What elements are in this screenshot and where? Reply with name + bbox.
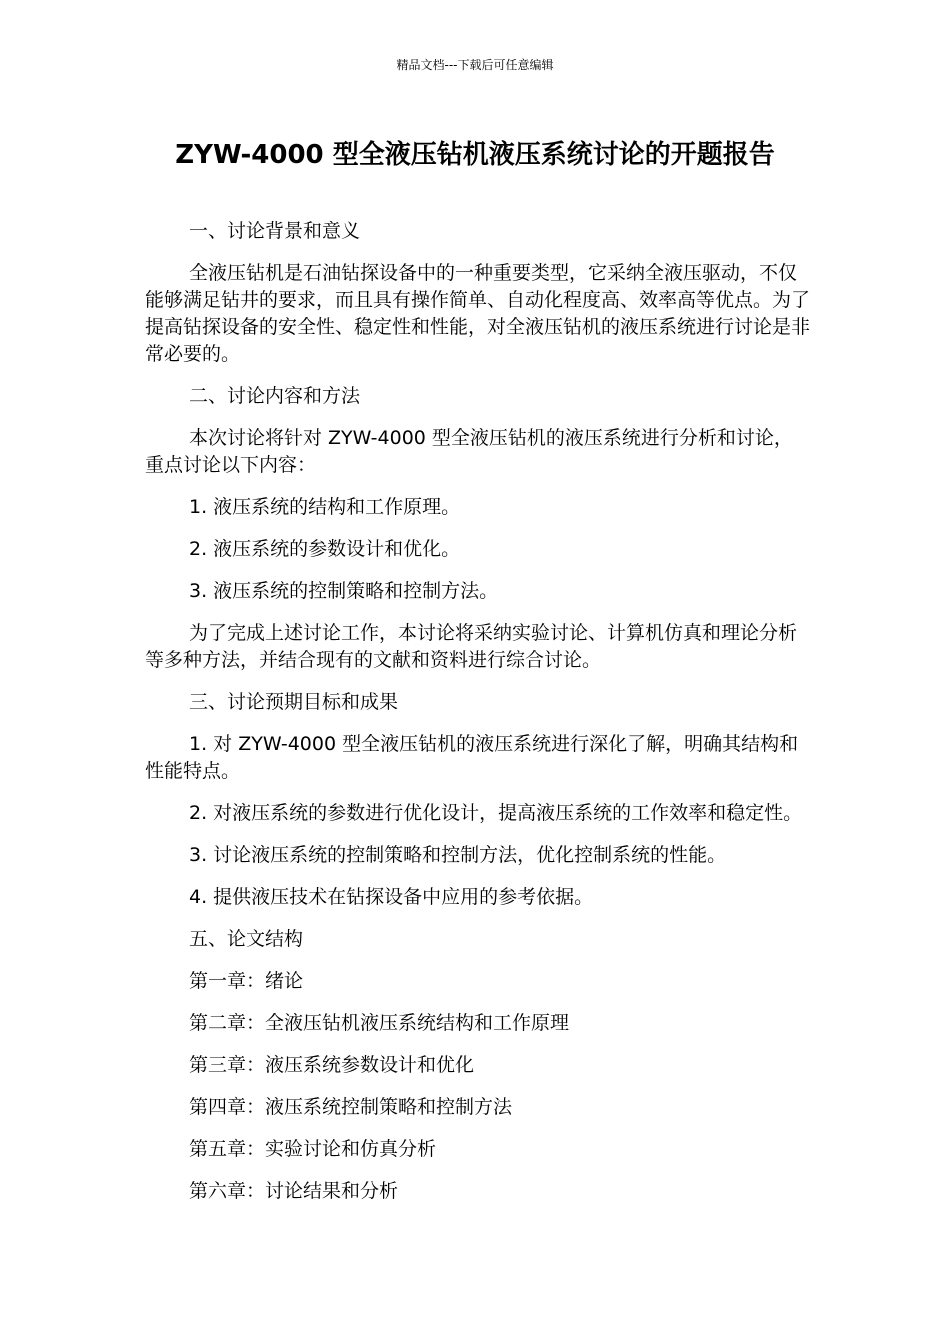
- list-item-content-1: 1. 液压系统的结构和工作原理。: [189, 496, 461, 518]
- paragraph-background: 全液压钻机是石油钻探设备中的一种重要类型，它采纳全液压驱动，不仅能够满足钻井的要求，而且具有操作简单、自动化程度高、效率高等优点。为了提高钻探设备的安全性、稳定性和性能，对全液压钻机的液压系统进行讨论是非常必要的。: [145, 262, 811, 365]
- section-heading-structure: 五、论文结构: [189, 928, 304, 950]
- chapter-item-2: 第二章：全液压钻机液压系统结构和工作原理: [189, 1012, 570, 1034]
- list-item-content-3: 3. 液压系统的控制策略和控制方法。: [189, 580, 499, 602]
- chapter-item-4: 第四章：液压系统控制策略和控制方法: [189, 1096, 513, 1118]
- chapter-item-5: 第五章：实验讨论和仿真分析: [189, 1138, 437, 1160]
- chapter-item-1: 第一章：绪论: [189, 970, 304, 992]
- chapter-item-3: 第三章：液压系统参数设计和优化: [189, 1054, 475, 1076]
- paragraph-methods: 为了完成上述讨论工作，本讨论将采纳实验讨论、计算机仿真和理论分析等多种方法，并结合现有的文献和资料进行综合讨论。: [145, 622, 798, 671]
- paragraph-content-intro: 本次讨论将针对 ZYW-4000 型全液压钻机的液压系统进行分析和讨论，重点讨论以下内容：: [145, 427, 793, 476]
- section-heading-background: 一、讨论背景和意义: [189, 220, 361, 242]
- list-item-goal-2: 2. 对液压系统的参数进行优化设计，提高液压系统的工作效率和稳定性。: [189, 802, 803, 824]
- document-title: ZYW-4000 型全液压钻机液压系统讨论的开题报告: [175, 140, 775, 170]
- list-item-goal-4: 4. 提供液压技术在钻探设备中应用的参考依据。: [189, 886, 594, 908]
- document-body: [145, 218, 810, 1220]
- list-item-goal-1: 1. 对 ZYW-4000 型全液压钻机的液压系统进行深化了解，明确其结构和性能特点。: [145, 733, 799, 782]
- chapter-item-6: 第六章：讨论结果和分析: [189, 1180, 399, 1202]
- section-heading-content-methods: 二、讨论内容和方法: [189, 385, 361, 407]
- list-item-content-2: 2. 液压系统的参数设计和优化。: [189, 538, 461, 560]
- section-heading-goals: 三、讨论预期目标和成果: [189, 691, 399, 713]
- page-header: 精品文档---下载后可任意编辑: [396, 58, 554, 72]
- list-item-goal-3: 3. 讨论液压系统的控制策略和控制方法，优化控制系统的性能。: [189, 844, 727, 866]
